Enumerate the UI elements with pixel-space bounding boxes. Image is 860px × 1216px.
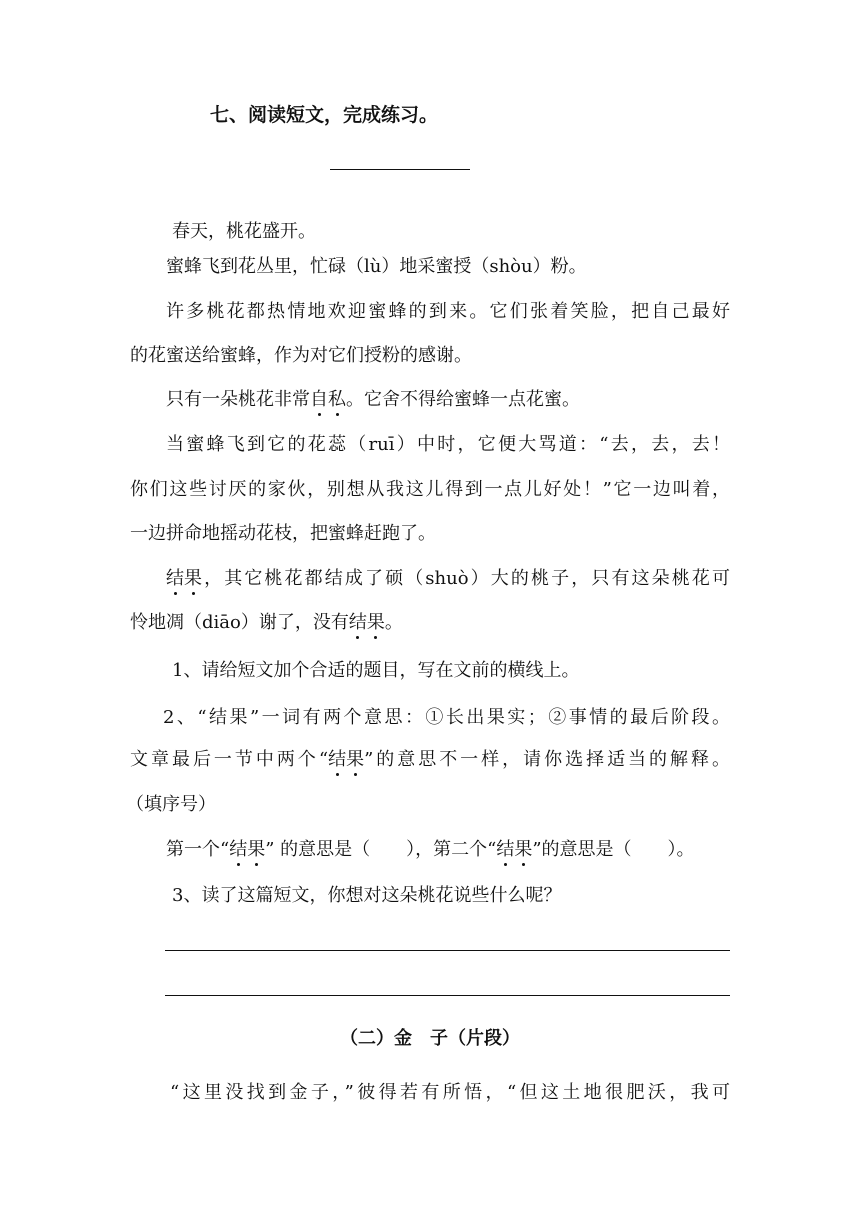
question-3: 3、读了这篇短文，你想对这朵桃花说些什么呢？ <box>172 885 562 906</box>
passage-paragraph-5-line-2: 你们这些讨厌的家伙，别想从我这儿得到一点儿好处！”它一边叫着， <box>130 479 730 500</box>
dotted-char: 结 <box>229 839 248 860</box>
dotted-char: 结 <box>496 839 515 860</box>
text-segment: ”的意思不一样，请你选择适当的解释。 <box>364 749 730 770</box>
dotted-char: 结 <box>328 749 347 770</box>
dotted-char: 私 <box>328 389 346 410</box>
text-segment: ，其它桃花都结成了硕（shuò）大的桃子，只有这朵桃花可 <box>202 568 730 589</box>
question-1: 1、请给短文加个合适的题目，写在文前的横线上。 <box>172 660 580 681</box>
title-blank-line <box>330 169 470 170</box>
passage-paragraph-3-line-1: 许多桃花都热情地欢迎蜜蜂的到来。它们张着笑脸，把自己最好 <box>166 301 730 322</box>
dotted-char: 果 <box>184 568 202 589</box>
passage-paragraph-6-line-2 <box>130 611 730 635</box>
question-2-line-2 <box>130 748 730 772</box>
passage-paragraph-5-line-1: 当蜜蜂飞到它的花蕊（ruī）中时，它便大骂道：“去，去，去！ <box>166 434 730 455</box>
question-2-line-1: 2、“结果”一词有两个意思：①长出果实；②事情的最后阶段。 <box>163 707 730 728</box>
text-segment: 文章最后一节中两个“ <box>130 749 329 770</box>
dotted-char: 结 <box>166 568 184 589</box>
question-2-line-3: （填序号） <box>126 794 216 815</box>
passage-paragraph-6-line-1 <box>166 567 730 591</box>
section-2-line-1: “这里没找到金子，”彼得若有所悟，“但这土地很肥沃，我可 <box>170 1082 730 1103</box>
section-2-title: （二）金 子（片段） <box>340 1028 520 1049</box>
dotted-char: 果 <box>247 839 266 860</box>
text-segment: 第一个“ <box>166 839 230 860</box>
passage-paragraph-5-line-3: 一边拼命地摇动花枝，把蜜蜂赶跑了。 <box>130 523 436 544</box>
text-segment: ” 的意思是（ ），第二个“ <box>265 839 497 860</box>
dotted-char: 自 <box>310 389 328 410</box>
answer-line-2[interactable] <box>165 995 730 996</box>
passage-paragraph-4 <box>166 388 766 412</box>
text-segment: 怜地凋（diāo）谢了，没有 <box>130 612 349 633</box>
section-heading: 七、阅读短文，完成练习。 <box>210 104 439 126</box>
dotted-char: 果 <box>366 612 385 633</box>
dotted-char: 果 <box>346 749 365 770</box>
passage-paragraph-2: 蜜蜂飞到花丛里，忙碌（lù）地采蜜授（shòu）粉。 <box>166 256 587 277</box>
passage-paragraph-1: 春天，桃花盛开。 <box>172 221 316 242</box>
dotted-char: 结 <box>348 612 367 633</box>
question-2-line-4 <box>166 838 766 862</box>
text-segment: ”的意思是（ ）。 <box>532 839 695 860</box>
text-segment: 。它舍不得给蜜蜂一点花蜜。 <box>346 389 580 410</box>
text-segment: 。 <box>384 612 403 633</box>
answer-line-1[interactable] <box>165 950 730 951</box>
dotted-char: 果 <box>514 839 533 860</box>
passage-paragraph-3-line-2: 的花蜜送给蜜蜂，作为对它们授粉的感谢。 <box>130 345 472 366</box>
text-segment: 只有一朵桃花非常 <box>166 389 310 410</box>
